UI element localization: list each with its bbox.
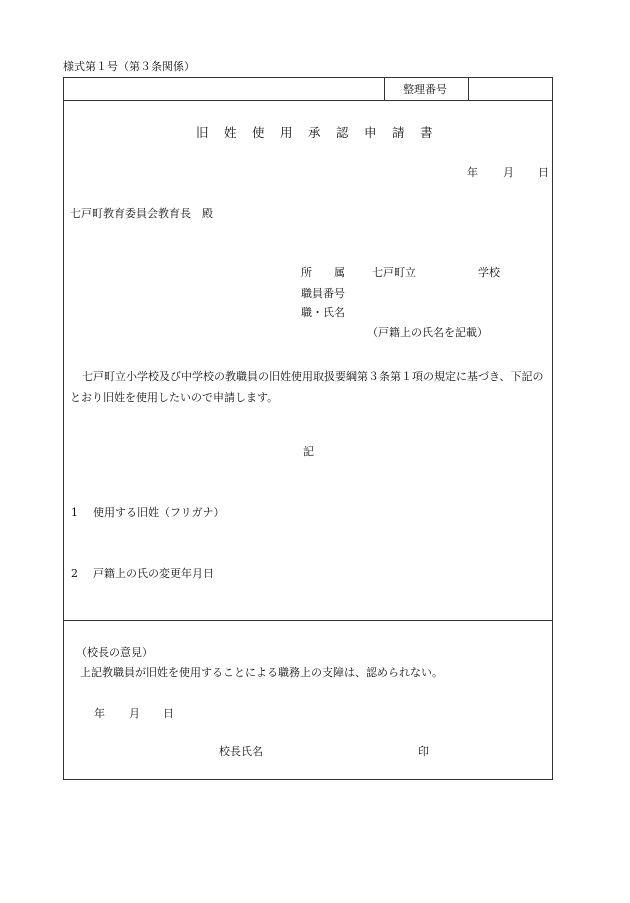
affiliation-label: 所 属 [301,266,345,279]
application-statement: 七戸町立小学校及び中学校の教職員の旧姓使用取扱要綱第３条第１項の規定に基づき、下記のとおり旧姓を使用したいので申請します。 [70,370,544,404]
affiliation-prefix: 七戸町立 [372,266,416,279]
reference-value-left-border [468,77,469,100]
addressee: 七戸町教育委員会教育長 殿 [70,207,213,220]
item-label-former-surname: 使用する旧姓（フリガナ） [93,506,225,519]
item-number: 1 [71,506,78,519]
reference-label-left-border [384,77,385,100]
reference-number-label: 整理番号 [403,83,447,96]
header-divider [63,100,553,101]
staff-number-label: 職員番号 [301,287,345,300]
opinion-date-year: 年 [94,707,105,720]
date-day: 日 [538,166,549,179]
name-label: 職・氏名 [301,306,345,319]
opinion-heading: （校長の意見） [76,646,153,659]
name-note: （戸籍上の氏名を記載） [367,326,488,339]
item-label-name-change-date: 戸籍上の氏の変更年月日 [93,567,214,580]
ki-heading: 記 [303,445,314,458]
item-number: 2 [71,567,78,580]
opinion-date-month: 月 [129,707,140,720]
form-number: 様式第１号（第３条関係） [63,60,195,73]
opinion-divider [63,620,553,621]
principal-name-label: 校長氏名 [219,745,263,758]
affiliation-suffix: 学校 [478,266,500,279]
seal-mark: 印 [418,745,429,758]
opinion-date-day: 日 [163,707,174,720]
date-month: 月 [503,166,514,179]
opinion-text: 上記教職員が旧姓を使用することによる職務上の支障は、認められない。 [80,666,443,679]
reference-number-field[interactable] [475,84,545,96]
document-title: 旧姓使用承認申請書 [196,125,449,140]
date-year: 年 [467,166,478,179]
